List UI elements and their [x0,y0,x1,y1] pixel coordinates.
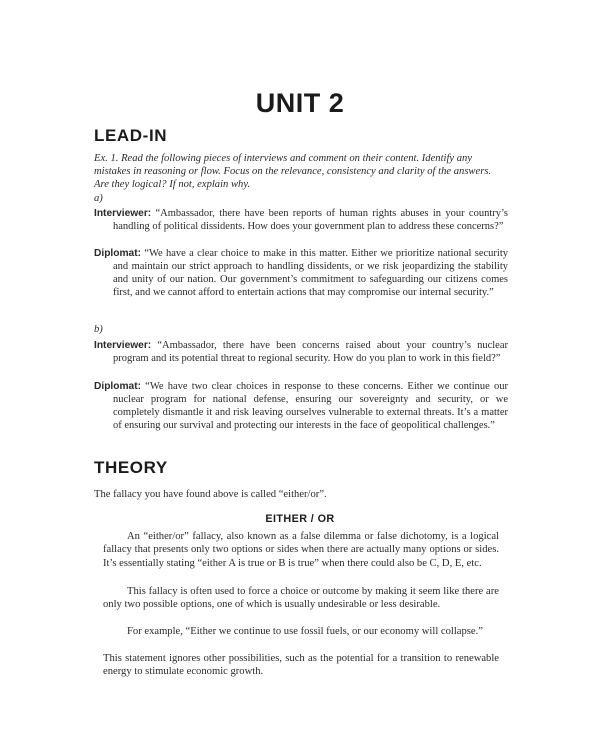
either-or-subheading: EITHER / OR [265,513,335,525]
part-b-interviewer-line [94,340,508,366]
part-b-label: b) [94,324,103,335]
unit-title: UNIT 2 [255,88,345,118]
theory-paragraph: This statement ignores other possibilities, such as the potential for a transition to renewable energy to stimulate economic growth. [103,653,499,678]
theory-heading: THEORY [94,458,168,477]
part-a-label: a) [94,193,103,204]
theory-paragraph: An “either/or” fallacy, also known as a false dilemma or false dichotomy, is a logical fallacy that presents only two options or sides when there are actually many options or sides. It’s essentially stating “either A is true or B is true” when there could also be C, D, E, etc. [103,531,499,569]
part-b-diplomat-line [94,381,508,433]
dialogue-text: “Ambassador, there have been concerns raised about your country’s nuclear program and its potential threat to regional security. How do you plan to work in this field?” [113,340,509,364]
speaker-label: Interviewer: [94,340,152,351]
part-a-diplomat-line [94,248,508,300]
part-a-interviewer-line [94,208,508,234]
speaker-label: Diplomat: [94,381,141,392]
exercise-instruction: Ex. 1. Read the following pieces of interviews and comment on their content. Identify any mistakes in reasoning or flow. Focus on the relevance, consistency and clarity of the answers. Are they logical? If not, explain why. [94,153,492,191]
theory-intro: The fallacy you have found above is called “either/or”. [94,489,327,500]
dialogue-text: “We have two clear choices in response to these concerns. Either we continue our nuclear program for national defense, ensuring our sovereignty and security, or we completely dismantle it and risk leaving ourselves vulnerable to external threats. It’s a matter of ensuring our survival and protecting our interests in the face of geopolitical challenges.” [113,381,509,431]
dialogue-text: “We have a clear choice to make in this matter. Either we prioritize national security and maintain our strict approach to handling dissidents, or we risk jeopardizing the stability and unity of our nation. Our government’s commitment to safeguarding our citizens comes first, and we cannot afford to entertain actions that may compromise our internal security.” [113,248,509,298]
dialogue-text: “Ambassador, there have been reports of human rights abuses in your country’s handling of political dissidents. How does your government plan to address these concerns?” [113,208,508,232]
speaker-label: Interviewer: [94,208,152,219]
speaker-label: Diplomat: [94,248,141,259]
theory-paragraph: This fallacy is often used to force a choice or outcome by making it seem like there are only two possible options, one of which is usually undesirable or less desirable. [103,586,499,611]
theory-paragraph: For example, “Either we continue to use fossil fuels, or our economy will collapse.” [127,626,483,637]
lead-in-heading: LEAD-IN [94,126,168,145]
